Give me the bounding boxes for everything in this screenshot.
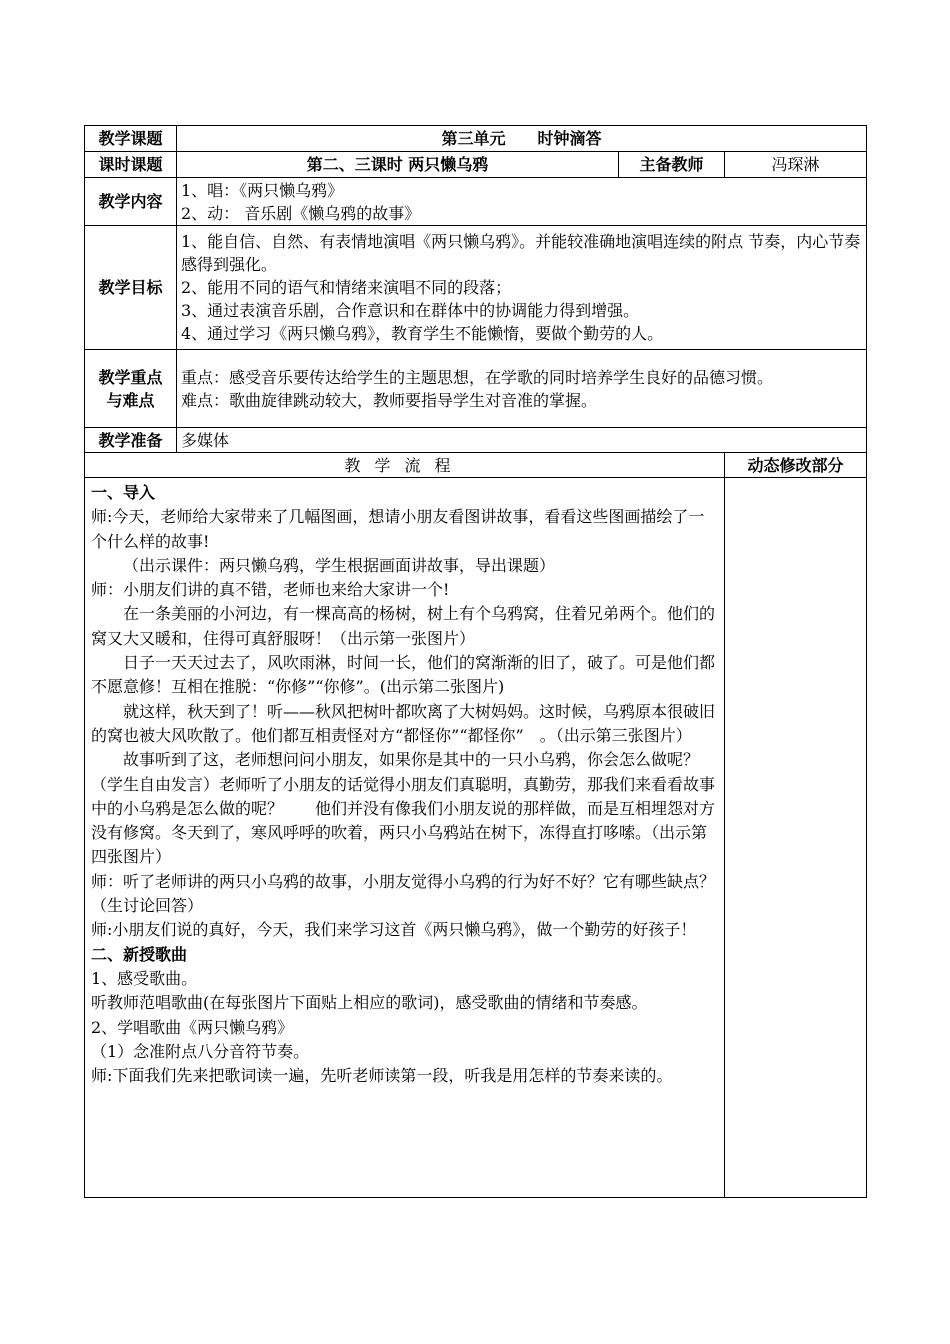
flow-heading: 教学流程 [85,453,725,478]
flow-paragraph: （出示课件：两只懒乌鸦，学生根据画面讲故事，导出课题） [123,555,556,575]
content-item: 1、唱：《两只懒乌鸦》 [181,180,344,200]
dynamic-heading: 动态修改部分 [725,453,867,478]
row-prep [85,428,867,453]
goals-cell [177,226,867,350]
flow-paragraph: 师:今天，老师给大家带来了几幅图画，想请小朋友看图讲故事，看看这些图画描绘了一个什么样的故事! [91,507,705,551]
flow-paragraph: 就这样，秋天到了！听——秋风把树叶都吹离了大树妈妈。这时候，乌鸦原本很破旧的窝也被大风吹散了。他们都互相责怪对方“都怪你”“都怪你” 。（出示第三张图片） [91,701,716,745]
row-lesson [85,152,867,178]
flow-paragraph: 在一条美丽的小河边，有一棵高高的杨树，树上有个乌鸦窝，住着兄弟两个。他们的窝又大又暖和，住得可真舒服呀！（出示第一张图片） [91,604,716,648]
row-course [85,126,867,152]
goal-item: 3、通过表演音乐剧，合作意识和在群体中的协调能力得到增强。 [181,301,640,320]
flow-paragraph: 师:小朋友们说的真好，今天，我们来学习这首《两只懒乌鸦》，做一个勤劳的好孩子！ [91,920,697,940]
keypoints-label-line2: 与难点 [106,390,155,410]
lesson-label: 课时课题 [85,152,177,178]
flow-section-heading: 一、导入 [91,483,156,502]
goal-item: 2、能用不同的语气和情绪来演唱不同的段落； [181,278,512,297]
flow-body [85,478,725,1198]
flow-paragraph: 师：听了老师讲的两只小乌鸦的故事，小朋友觉得小乌鸦的行为好不好？它有哪些缺点？（生讨论回答） [91,871,716,916]
course-title: 第三单元 时钟滴答 [177,126,867,152]
flow-section-heading: 二、新授歌曲 [91,944,188,964]
teacher-label: 主备教师 [619,152,725,178]
flow-paragraph: 师:下面我们先来把歌词读一遍，先听老师读第一段，听我是用怎样的节奏来读的。 [91,1066,673,1086]
row-flow-heading [85,453,867,478]
flow-paragraph: 日子一天天过去了，风吹雨淋，时间一长，他们的窝渐渐的旧了，破了。可是他们都不愿意修！互相在推脱：“你修”“你修”。(出示第二张图片) [91,653,716,697]
goal-item: 1、能自信、自然、有表情地演唱《两只懒乌鸦》。并能较准确地演唱连续的附点 节奏，内心节奏感得到强化。 [181,232,861,274]
prep-label: 教学准备 [85,428,177,453]
teacher-name: 冯琛淋 [725,152,867,178]
content-cell [177,178,867,226]
row-goals [85,226,867,350]
goals-label: 教学目标 [85,226,177,350]
keypoints-label [85,350,177,428]
keypoints-cell [177,350,867,428]
row-flow [85,478,867,1198]
difficulty-point: 难点：歌曲旋律跳动较大，教师要指导学生对音准的掌握。 [181,390,598,410]
lesson-plan-table [84,125,867,1198]
content-item: 2、动： 音乐剧《懒乌鸦的故事》 [181,203,421,223]
dynamic-edit-cell [725,478,867,1198]
key-point: 重点：感受音乐要传达给学生的主题思想，在学歌的同时培养学生良好的品德习惯。 [181,367,774,387]
flow-paragraph: 1、感受歌曲。 [91,968,198,988]
flow-paragraph: （1）念准附点八分音符节奏。 [91,1041,310,1061]
flow-paragraph: 师：小朋友们讲的真不错，老师也来给大家讲一个! [91,580,450,600]
row-keypoints [85,350,867,428]
content-label: 教学内容 [85,178,177,226]
flow-paragraph: 听教师范唱歌曲(在每张图片下面贴上相应的歌词)，感受歌曲的情绪和节奏感。 [91,993,648,1013]
flow-paragraph: 故事听到了这，老师想问问小朋友，如果你是其中的一只小乌鸦，你会怎么做呢？（学生自由发言）老师听了小朋友的话觉得小朋友们真聪明，真勤劳，那我们来看看故事中的小乌鸦是怎么做的呢？ 他们并没有像我们小朋友说的那样做，而是互相埋怨对方没有修窝。冬天到了，寒风呼呼的吹着，两只小乌鸦站在树下，冻得直打哆嗦。（出示第四张图片） [91,750,716,867]
lesson-title: 第二、三课时 两只懒乌鸦 [177,152,619,178]
flow-paragraph: 2、学唱歌曲《两只懒乌鸦》 [91,1017,294,1037]
prep-value: 多媒体 [177,428,867,453]
row-content [85,178,867,226]
goal-item: 4、通过学习《两只懒乌鸦》，教育学生不能懒惰，要做个勤劳的人。 [181,324,664,343]
keypoints-label-line1: 教学重点 [98,367,163,387]
course-label: 教学课题 [85,126,177,152]
